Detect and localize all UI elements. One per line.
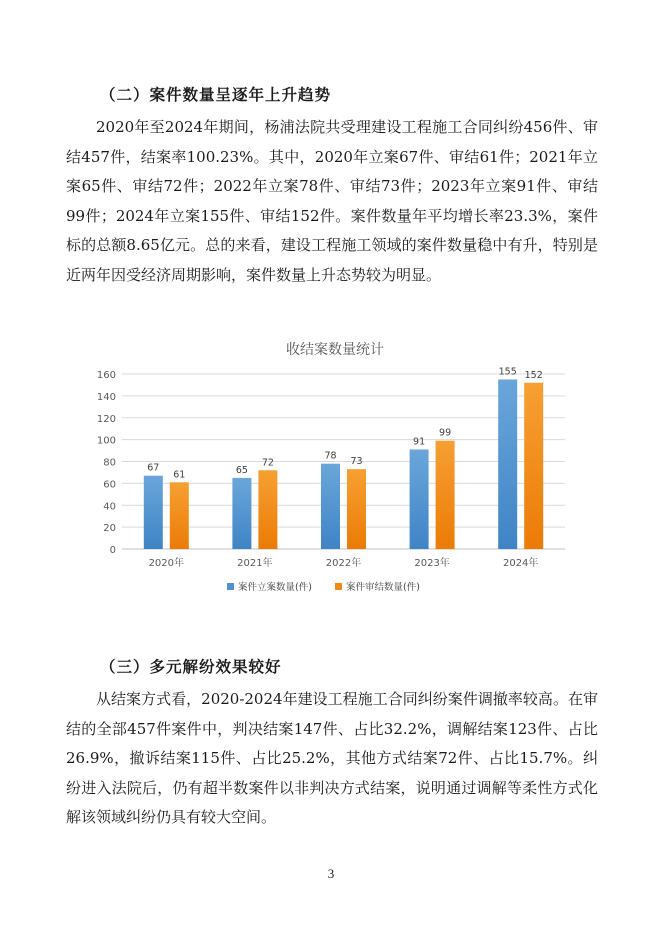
y-tick-label: 140	[96, 391, 116, 403]
bar-value-label: 61	[173, 469, 186, 481]
y-tick-label: 20	[103, 523, 116, 535]
section3-paragraph: 从结案方式看，2020-2024年建设工程施工合同纠纷案件调撤率较高。在审结的全部457件案件中，判决结案147件、占比32.2%，调解结案123件、占比26.9%，撤诉结案115件、占比25.2%，其他方式结案72件、占比15.7%。纠纷进入法院后，仍有超半数案件以非判决方式结案，说明通过调解等柔性方式化解该领域纠纷仍具有较大空间。	[66, 690, 598, 826]
page-number: 3	[327, 866, 335, 881]
bar-closed	[347, 469, 366, 549]
section3-heading: （三）多元解纷效果较好	[100, 658, 282, 676]
section2-heading: （二）案件数量呈逐年上升趋势	[100, 86, 332, 104]
y-tick-label: 120	[96, 413, 116, 425]
bar-value-label: 72	[261, 457, 274, 469]
bar-value-label: 152	[524, 369, 543, 381]
y-tick-label: 40	[103, 501, 116, 513]
bar-filed	[321, 464, 340, 549]
legend-swatch	[335, 583, 342, 590]
bar-value-label: 67	[147, 462, 160, 474]
bar-closed	[258, 470, 277, 549]
bar-value-label: 155	[498, 366, 517, 378]
bar-value-label: 78	[324, 450, 337, 462]
x-tick-label: 2020年	[148, 558, 185, 569]
y-tick-label: 80	[103, 457, 116, 469]
x-tick-label: 2021年	[237, 558, 273, 569]
bar-closed	[436, 441, 455, 549]
bar-value-label: 99	[439, 427, 452, 439]
bar-value-label: 73	[350, 456, 363, 468]
legend-label: 案件审结数量(件)	[346, 582, 420, 593]
bar-value-label: 91	[413, 436, 426, 448]
bar-filed	[410, 449, 429, 549]
legend-label: 案件立案数量(件)	[238, 582, 312, 593]
legend-swatch	[227, 583, 234, 590]
x-tick-label: 2022年	[325, 558, 362, 569]
bar-filed	[232, 478, 251, 549]
bar-chart	[80, 332, 570, 602]
section2-paragraph: 2020年至2024年期间，杨浦法院共受理建设工程施工合同纠纷456件、审结457件，结案率100.23%。其中，2020年立案67件、审结61件；2021年立案65件、审结72件；2022年立案78件、审结73件；2023年立案91件、审结99件；2024年立案155件、审结152件。案件数量年平均增长率23.3%，案件标的总额8.65亿元。总的来看，建设工程施工领域的案件数量稳中有升，特别是近两年因受经济周期影响，案件数量上升态势较为明显。	[66, 118, 598, 284]
y-tick-label: 100	[96, 435, 116, 447]
chart-title: 收结案数量统计	[286, 342, 384, 358]
y-tick-label: 160	[96, 370, 116, 381]
bar-filed	[144, 476, 163, 549]
bar-value-label: 65	[235, 464, 248, 476]
bar-closed	[524, 383, 543, 549]
y-tick-label: 0	[109, 545, 116, 556]
y-tick-label: 60	[103, 479, 116, 491]
bar-closed	[170, 482, 189, 549]
x-tick-label: 2023年	[414, 558, 450, 569]
bar-filed	[498, 379, 517, 549]
x-tick-label: 2024年	[502, 558, 539, 569]
